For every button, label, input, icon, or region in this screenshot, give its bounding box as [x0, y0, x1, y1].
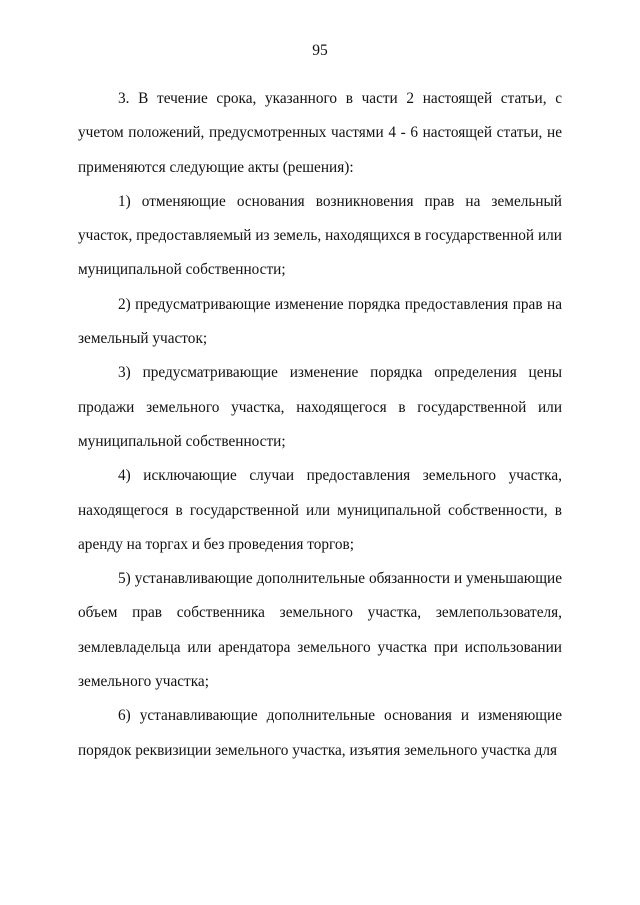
paragraph-3: 3. В течение срока, указанного в части 2 настоящей статьи, с учетом положений, предусмотренных частями 4 - 6 настоящей статьи, не применяются следующие акты (решения): [78, 90, 562, 176]
list-item-2: 2) предусматривающие изменение порядка предоставления прав на земельный участок; [78, 295, 562, 348]
list-item-6: 6) устанавливающие дополнительные основания и изменяющие порядок реквизиции земельного участка, изъятия земельного участка для [78, 707, 562, 759]
list-item-5: 5) устанавливающие дополнительные обязанности и уменьшающие объем прав собственника земельного участка, землепользователя, землевладельца или арендатора земельного участка при использовании земельного участка; [78, 570, 562, 691]
list-item-3: 3) предусматривающие изменение порядка определения цены продажи земельного участка, находящегося в государственной или муниципальной собственности; [78, 364, 562, 450]
document-body [78, 82, 562, 768]
list-item-4: 4) исключающие случаи предоставления земельного участка, находящегося в государственной или муниципальной собственности, в аренду на торгах и без проведения торгов; [78, 467, 562, 553]
page-number: 95 [312, 42, 328, 59]
list-item-1: 1) отменяющие основания возникновения прав на земельный участок, предоставляемый из земель, находящихся в государственной или муниципальной собственности; [78, 192, 562, 279]
